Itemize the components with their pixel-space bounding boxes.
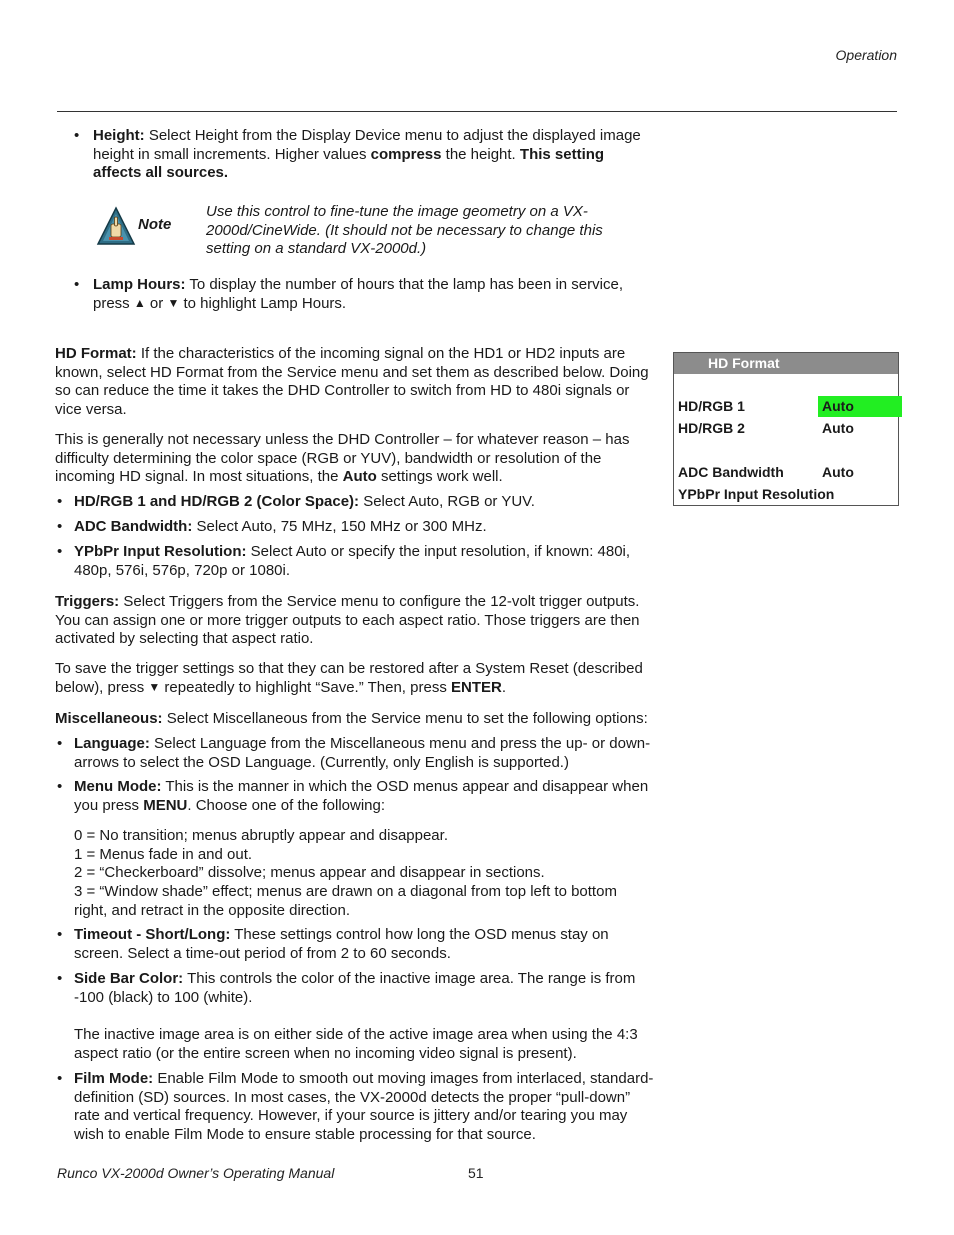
film-mode-item (74, 1070, 654, 1145)
menu-row-label: ADC Bandwidth (678, 464, 784, 480)
triggers-term: Triggers: (55, 593, 120, 610)
side-bar-color-text: This controls the color of the inactive image area. The range is from -100 (black) to 100 (white). (74, 970, 636, 1006)
hd-format-paragraph (55, 345, 655, 420)
hd-format-paragraph-2 (55, 431, 655, 487)
menu-row-label: HD/RGB 1 (678, 398, 745, 414)
height-compress: compress (370, 145, 442, 163)
hd-format-auto: Auto (342, 468, 377, 486)
note-text: Use this control to fine-tune the image geometry on a VX-2000d/CineWide. (It should not be necessary to change this setting on a standard VX-2000d.) (206, 203, 603, 258)
film-mode-text: Enable Film Mode to smooth out moving images from interlaced, standard-definition (SD) sources. In most cases, the VX-2000d detects the proper “pull-down” rate and vertical frequency. However, if your source is jittery and/or tearing you may wish to enable Film Mode to ensure stable processing for that source. (74, 1070, 654, 1144)
adc-bandwidth-text: Select Auto, 75 MHz, 150 MHz or 300 MHz. (192, 518, 487, 535)
color-space-item (74, 493, 654, 512)
color-space-term: HD/RGB 1 and HD/RGB 2 (Color Space): (74, 493, 360, 510)
page-number: 51 (468, 1165, 484, 1181)
triggers-p2-end: . (501, 678, 507, 696)
menu-mode-option: 2 = “Checkerboard” dissolve; menus appear and disappear in sections. (74, 864, 545, 881)
menu-title: HD Format (708, 355, 780, 371)
lamp-hours-term: Lamp Hours: (93, 276, 186, 293)
hd-format-term: HD Format: (55, 345, 137, 362)
enter-key-label: ENTER (451, 678, 502, 696)
height-warning: This setting affects all sources. (93, 145, 605, 182)
bullet-icon: • (57, 1070, 63, 1087)
bullet-icon: • (57, 926, 63, 943)
header-rule (57, 111, 897, 112)
lamp-hours-text-2: to highlight Lamp Hours. (179, 294, 347, 312)
note-pointing-hand-icon (96, 206, 136, 246)
menu-row-label: YPbPr Input Resolution (678, 486, 835, 502)
menu-mode-item (74, 778, 654, 815)
note-label: Note (138, 216, 172, 233)
hd-format-p2-end: settings work well. (376, 468, 503, 486)
color-space-text: Select Auto, RGB or YUV. (359, 493, 535, 510)
language-term: Language: (74, 735, 150, 752)
bullet-icon: • (57, 518, 63, 535)
menu-row-value: Auto (822, 420, 854, 436)
bullet-icon: • (74, 276, 80, 293)
triggers-paragraph-2 (55, 660, 655, 697)
menu-row-value-selected: Auto (818, 396, 902, 417)
menu-key-label: MENU (143, 796, 188, 814)
height-text-2: the height. (441, 145, 520, 163)
timeout-term: Timeout - Short/Long: (74, 926, 231, 943)
footer-title: Runco VX-2000d Owner’s Operating Manual (57, 1165, 335, 1181)
side-bar-color-item (74, 970, 654, 1007)
lamp-hours-or: or (145, 294, 168, 312)
ypbpr-item (74, 543, 654, 580)
lamp-hours-item (93, 276, 653, 313)
side-bar-color-term: Side Bar Color: (74, 970, 184, 987)
menu-row-label: HD/RGB 2 (678, 420, 745, 436)
language-item (74, 735, 654, 772)
height-item (93, 127, 653, 183)
timeout-item (74, 926, 654, 963)
down-arrow-icon: ▼ (148, 679, 161, 694)
triggers-paragraph (55, 593, 655, 649)
menu-mode-option: 1 = Menus fade in and out. (74, 846, 253, 863)
timeout-text: These settings control how long the OSD menus stay on screen. Select a time-out period of from 2 to 60 seconds. (74, 926, 609, 962)
ypbpr-text: Select Auto or specify the input resolution, if known: 480i, 480p, 576i, 576p, 720p or 1080i. (74, 543, 631, 579)
triggers-p2-text-2: repeatedly to highlight “Save.” Then, press (160, 678, 451, 696)
menu-mode-option: 0 = No transition; menus abruptly appear and disappear. (74, 827, 448, 844)
bullet-icon: • (57, 493, 63, 510)
menu-row-hd-rgb-1 (678, 396, 898, 416)
up-arrow-icon: ▲ (133, 295, 146, 310)
language-text: Select Language from the Miscellaneous menu and press the up- or down-arrows to select the OSD Language. (Currently, only English is supported.) (74, 735, 651, 771)
menu-row-adc-bandwidth (678, 462, 898, 482)
misc-paragraph (55, 710, 655, 729)
height-term: Height: (93, 127, 145, 144)
menu-row-value: Auto (822, 464, 854, 480)
menu-title-bar (674, 353, 898, 374)
adc-bandwidth-term: ADC Bandwidth: (74, 518, 193, 535)
bullet-icon: • (57, 778, 63, 795)
bullet-icon: • (74, 127, 80, 144)
height-text: Select Height from the Display Device menu to adjust the displayed image height in small increments. Higher values (93, 127, 641, 163)
hd-format-menu (673, 352, 899, 506)
down-arrow-icon: ▼ (167, 295, 180, 310)
bullet-icon: • (57, 970, 63, 987)
menu-mode-option: 3 = “Window shade” effect; menus are drawn on a diagonal from top left to bottom right, and retract in the opposite direction. (74, 883, 617, 919)
bullet-icon: • (57, 735, 63, 752)
hd-format-p2-text: This is generally not necessary unless the DHD Controller – for whatever reason – has difficulty determining the color space (RGB or YUV), bandwidth or resolution of the incoming HD signal. In most situations, the (55, 431, 630, 486)
ypbpr-term: YPbPr Input Resolution: (74, 543, 247, 560)
menu-mode-text: This is the manner in which the OSD menus appear and disappear when you press (74, 778, 649, 814)
bullet-icon: • (57, 543, 63, 560)
menu-row-hd-rgb-2 (678, 418, 898, 438)
lamp-hours-text: To display the number of hours that the lamp has been in service, press (93, 276, 623, 312)
menu-row-value (818, 484, 902, 505)
film-mode-term: Film Mode: (74, 1070, 154, 1087)
adc-bandwidth-item (74, 518, 654, 537)
triggers-text: Select Triggers from the Service menu to configure the 12-volt trigger outputs. You can assign one or more trigger outputs to each aspect ratio. Those triggers are then activated by selecting that aspect ratio. (55, 593, 640, 648)
misc-text: Select Miscellaneous from the Service menu to set the following options: (162, 710, 648, 727)
hd-format-text: If the characteristics of the incoming signal on the HD1 or HD2 inputs are known, select HD Format from the Service menu and set them as described below. Doing so can reduce the time it takes the DHD Controller to switch from HD to 480i signals or vice versa. (55, 345, 649, 419)
running-header: Operation (835, 47, 897, 63)
menu-mode-text-2: . Choose one of the following: (187, 796, 386, 814)
menu-row-ypbpr-input-resolution (678, 484, 898, 504)
menu-mode-term: Menu Mode: (74, 778, 162, 795)
triggers-p2-text: To save the trigger settings so that they can be restored after a System Reset (described below), press (55, 660, 643, 696)
misc-term: Miscellaneous: (55, 710, 163, 727)
side-bar-color-note: The inactive image area is on either side of the active image area when using the 4:3 aspect ratio (or the entire screen when no incoming video signal is present). (74, 1026, 638, 1062)
